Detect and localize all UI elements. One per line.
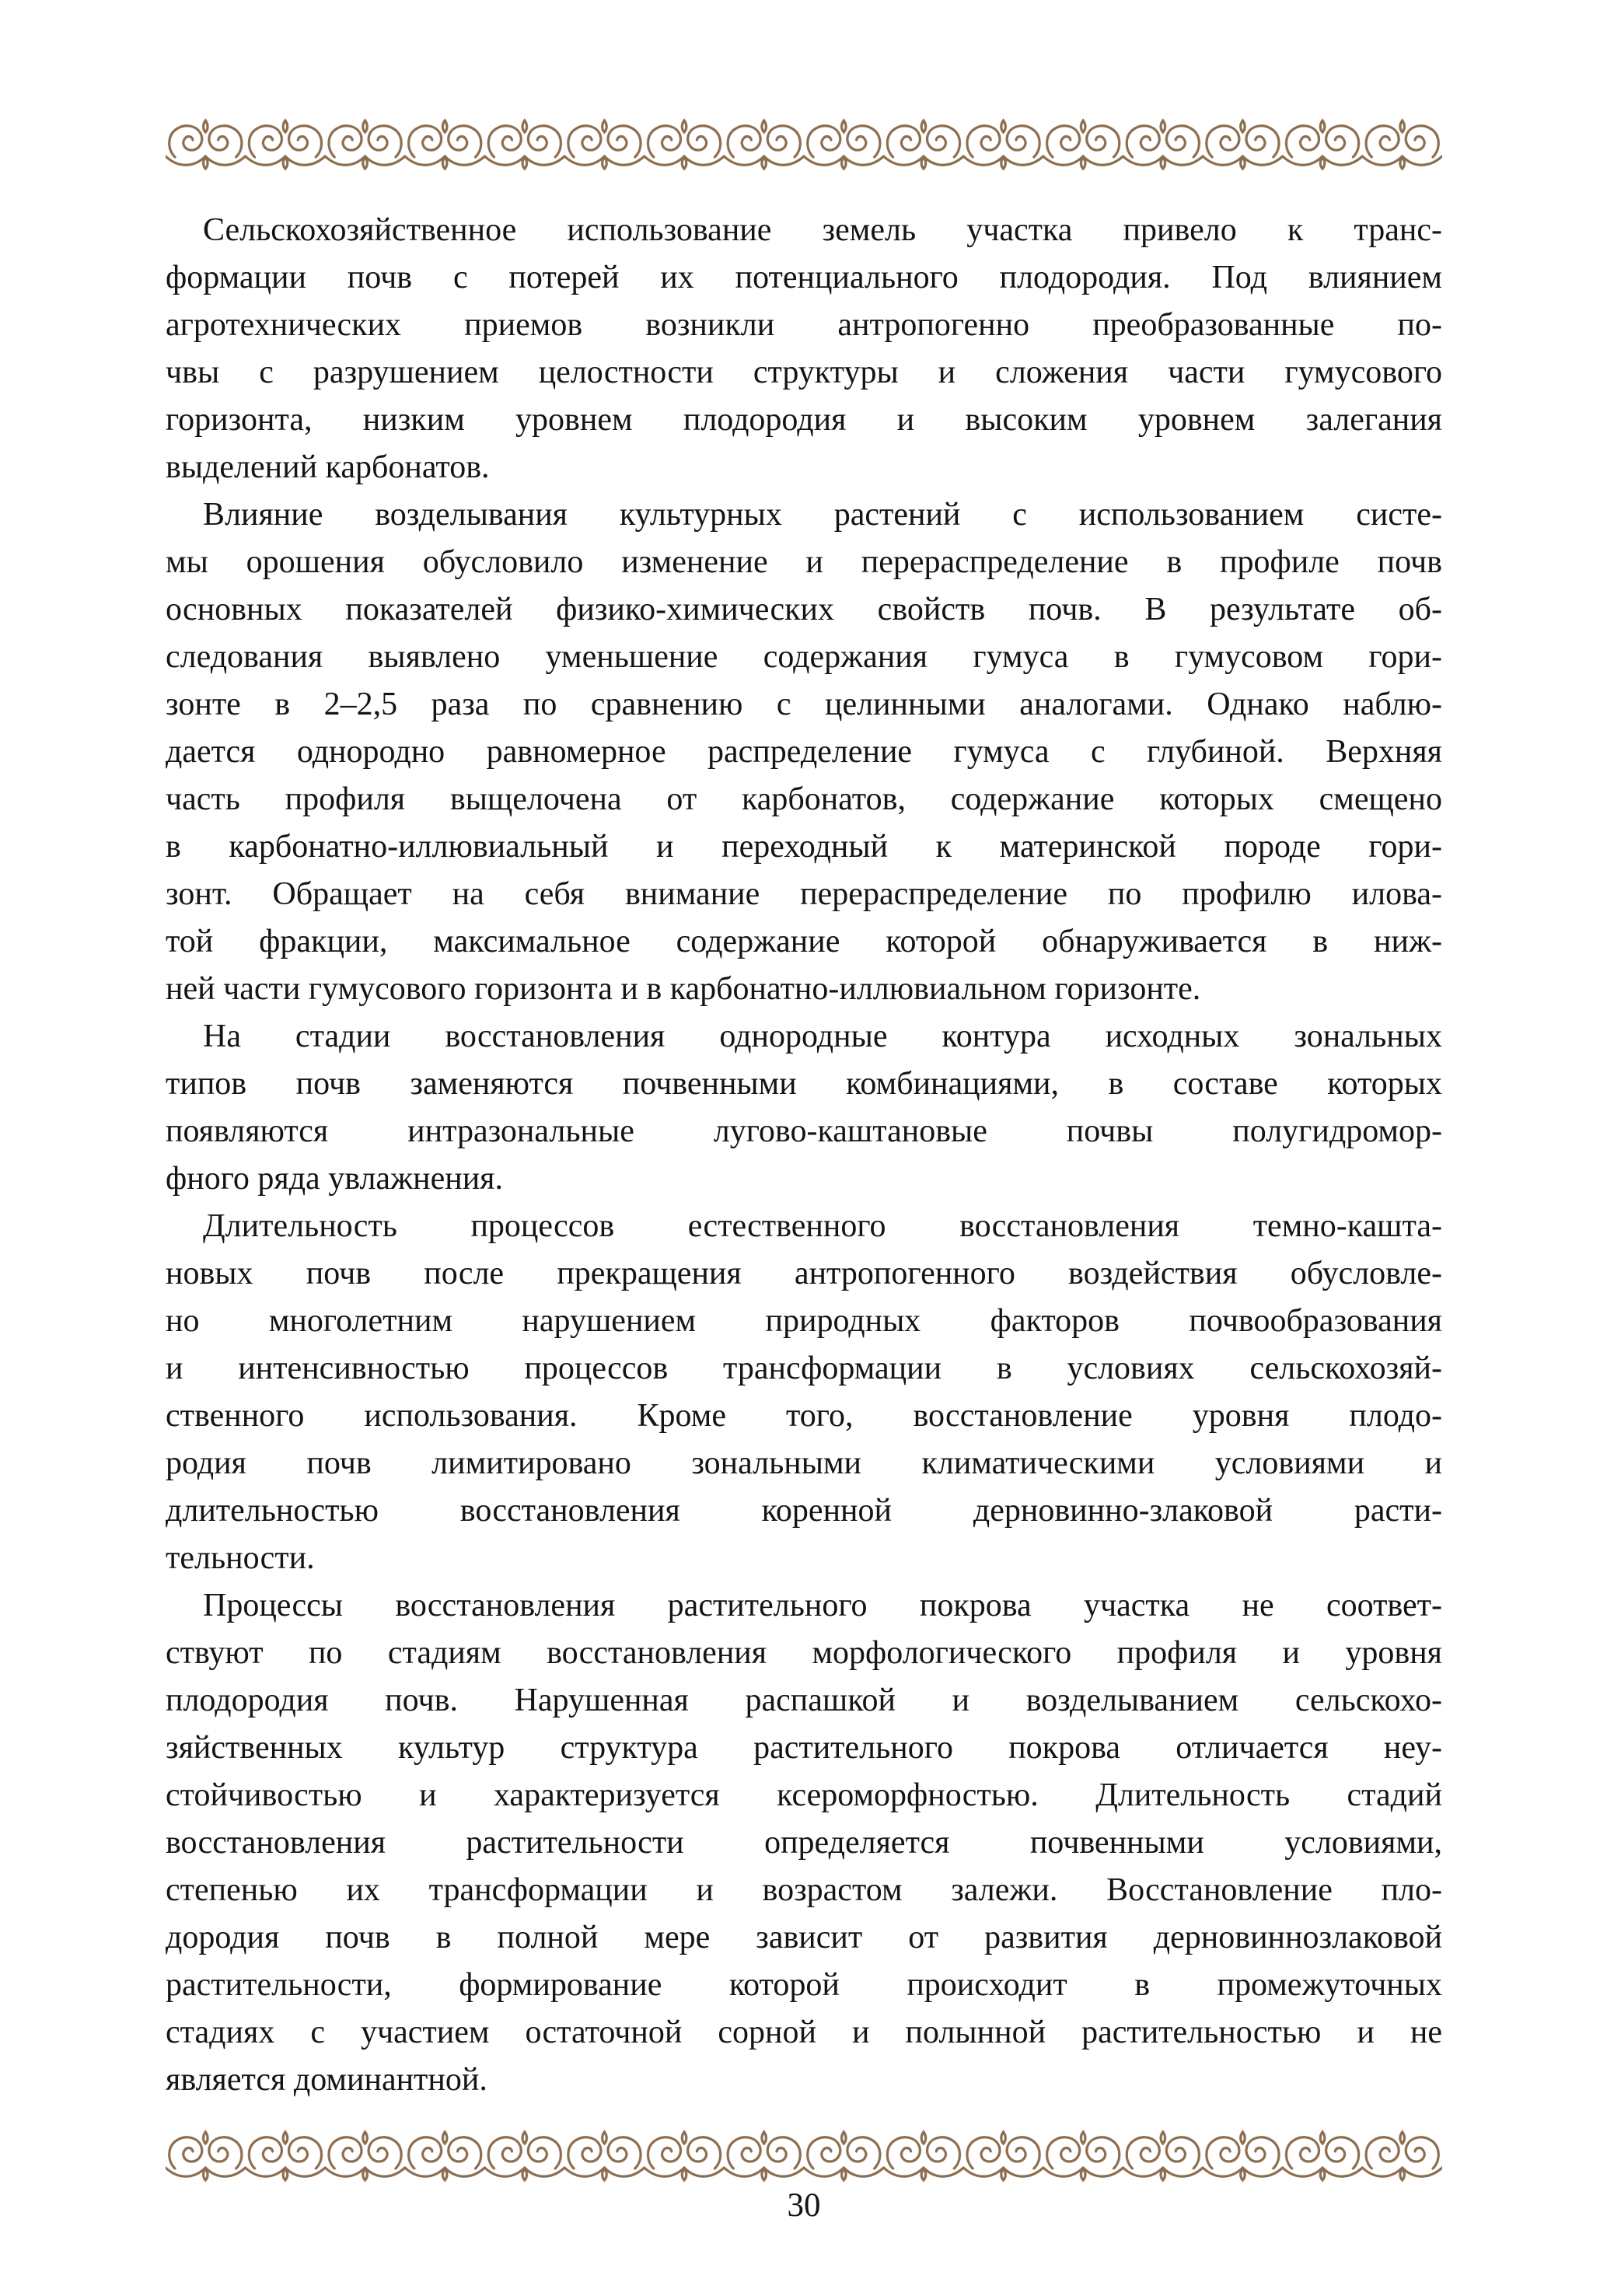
text-line: выделений карбонатов. — [166, 449, 490, 485]
top-ornament-border — [166, 117, 1442, 171]
text-line: растительности, формирование которой происходит в промежуточных — [166, 1967, 1442, 2003]
text-line: восстановления растительности определяется почвенными условиями, — [166, 1825, 1442, 1861]
page-number: 30 — [787, 2187, 821, 2224]
text-line: родия почв лимитировано зональными климатическими условиями и — [166, 1445, 1442, 1481]
paragraph — [166, 1013, 1442, 1203]
text-line: является доминантной. — [166, 2062, 487, 2098]
text-line: плодородия почв. Нарушенная распашкой и возделыванием сельскохо- — [166, 1683, 1442, 1718]
text-line: новых почв после прекращения антропогенного воздействия обусловле- — [166, 1256, 1442, 1291]
text-line: появляются интразональные лугово-каштановые почвы полугидромор- — [166, 1113, 1442, 1149]
text-line: ственного использования. Кроме того, восстановление уровня плодо- — [166, 1398, 1442, 1434]
text-line: дается однородно равномерное распределение гумуса с глубиной. Верхняя — [166, 734, 1442, 770]
text-line: Процессы восстановления растительного покрова участка не соответ- — [203, 1588, 1442, 1623]
scroll-border-icon — [166, 117, 1442, 171]
text-line: зонт. Обращает на себя внимание перераспределение по профилю илова- — [166, 876, 1442, 912]
text-line: Сельскохозяйственное использование земель участка привело к транс- — [203, 212, 1442, 248]
text-line: зяйственных культур структура растительного покрова отличается неу- — [166, 1730, 1442, 1766]
body-text — [166, 207, 1442, 2104]
text-line: фного ряда увлажнения. — [166, 1161, 503, 1197]
bottom-ornament-border — [166, 2128, 1442, 2182]
paragraph — [166, 491, 1442, 1013]
paragraph — [166, 1582, 1442, 2104]
text-line: На стадии восстановления однородные контура исходных зональных — [203, 1019, 1442, 1054]
text-line: стадиях с участием остаточной сорной и полынной растительностью и не — [166, 2015, 1442, 2050]
text-line: и интенсивностью процессов трансформации в условиях сельскохозяй- — [166, 1351, 1442, 1386]
text-line: той фракции, максимальное содержание которой обнаруживается в ниж- — [166, 924, 1442, 959]
text-line: степенью их трансформации и возрастом залежи. Восстановление пло- — [166, 1872, 1442, 1908]
text-line: зонте в 2–2,5 раза по сравнению с целинными аналогами. Однако наблю- — [166, 687, 1442, 722]
text-line: Влияние возделывания культурных растений с использованием систе- — [203, 497, 1442, 533]
paragraph — [166, 207, 1442, 491]
text-line: формации почв с потерей их потенциального плодородия. Под влиянием — [166, 260, 1442, 295]
text-line: ствуют по стадиям восстановления морфологического профиля и уровня — [166, 1635, 1442, 1671]
text-line: горизонта, низким уровнем плодородия и высоким уровнем залегания — [166, 402, 1442, 438]
text-line: Длительность процессов естественного восстановления темно-кашта- — [203, 1208, 1442, 1244]
text-line: агротехнических приемов возникли антропогенно преобразованные по- — [166, 307, 1442, 343]
text-line: основных показателей физико-химических свойств почв. В результате об- — [166, 592, 1442, 627]
text-line: но многолетним нарушением природных факторов почвообразования — [166, 1303, 1442, 1339]
text-line: тельности. — [166, 1540, 315, 1576]
paragraph — [166, 1203, 1442, 1582]
text-line: часть профиля выщелочена от карбонатов, содержание которых смещено — [166, 781, 1442, 817]
scroll-border-icon — [166, 2128, 1442, 2182]
text-line: стойчивостью и характеризуется ксероморфностью. Длительность стадий — [166, 1777, 1442, 1813]
text-line: дородия почв в полной мере зависит от развития дерновиннозлаковой — [166, 1920, 1442, 1955]
text-line: в карбонатно-иллювиальный и переходный к материнской породе гори- — [166, 829, 1442, 865]
text-line: следования выявлено уменьшение содержания гумуса в гумусовом гори- — [166, 639, 1442, 675]
text-line: типов почв заменяются почвенными комбинациями, в составе которых — [166, 1066, 1442, 1102]
text-line: длительностью восстановления коренной дерновинно-злаковой расти- — [166, 1493, 1442, 1529]
text-line: ней части гумусового горизонта и в карбонатно-иллювиальном горизонте. — [166, 971, 1201, 1007]
text-line: чвы с разрушением целостности структуры и сложения части гумусового — [166, 355, 1442, 390]
text-line: мы орошения обусловило изменение и перераспределение в профиле почв — [166, 544, 1442, 580]
